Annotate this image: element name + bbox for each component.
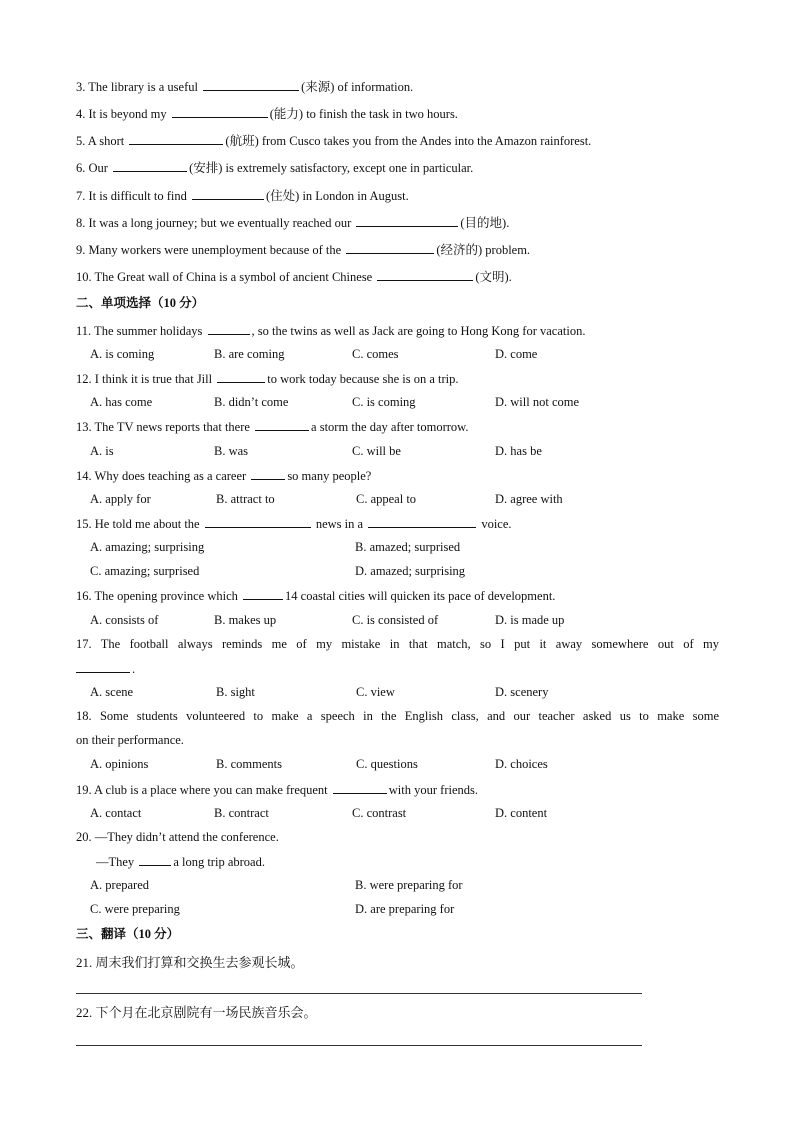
answer-blank[interactable]: [333, 781, 387, 794]
option-b[interactable]: B. makes up: [214, 613, 277, 627]
question-text: 14. Why does teaching as a career: [76, 469, 247, 483]
option-d[interactable]: D. amazed; surprising: [355, 564, 466, 578]
option-d[interactable]: D. has be: [495, 444, 542, 458]
option-b[interactable]: B. didn’t come: [214, 395, 289, 409]
option-d[interactable]: D. choices: [495, 757, 548, 771]
question-text: 15. He told me about the: [76, 517, 200, 531]
option-c[interactable]: C. amazing; surprised: [90, 564, 200, 578]
answer-blank[interactable]: [346, 241, 434, 254]
question-text: (住处) in London in August.: [266, 189, 409, 203]
question-10: [76, 268, 512, 285]
option-b[interactable]: B. are coming: [214, 347, 285, 361]
question-text: 6. Our: [76, 161, 108, 175]
option-d[interactable]: D. agree with: [495, 492, 563, 506]
answer-blank[interactable]: [356, 214, 458, 227]
option-a[interactable]: A. scene: [90, 685, 134, 699]
question-text: —They: [96, 855, 135, 869]
question-14: [76, 467, 371, 484]
option-b[interactable]: B. comments: [216, 757, 282, 771]
option-c[interactable]: C. is consisted of: [352, 613, 439, 627]
option-c[interactable]: C. is coming: [352, 395, 416, 409]
option-c[interactable]: C. were preparing: [90, 902, 180, 916]
question-4: [76, 105, 458, 122]
answer-blank[interactable]: [139, 853, 171, 866]
question-text: 8. It was a long journey; but we eventually reached our: [76, 216, 352, 230]
question-text: 11. The summer holidays: [76, 324, 203, 338]
option-a[interactable]: A. apply for: [90, 492, 151, 506]
section-title: 三、翻译（10 分）: [76, 927, 180, 941]
answer-blank[interactable]: [172, 105, 268, 118]
question-15: [76, 515, 512, 532]
answer-blank[interactable]: [113, 159, 187, 172]
option-a[interactable]: A. amazing; surprising: [90, 540, 205, 554]
option-a[interactable]: A. opinions: [90, 757, 149, 771]
question-text: a long trip abroad.: [173, 855, 265, 869]
question-3: [76, 78, 413, 95]
option-d[interactable]: D. come: [495, 347, 538, 361]
option-b[interactable]: B. was: [214, 444, 249, 458]
answer-blank[interactable]: [377, 268, 473, 281]
option-c[interactable]: C. view: [356, 685, 395, 699]
question-text: (文明).: [475, 270, 512, 284]
question-text: 13. The TV news reports that there: [76, 420, 250, 434]
question-7: [76, 187, 409, 204]
question-text: news in a: [315, 517, 364, 531]
option-c[interactable]: C. questions: [356, 757, 418, 771]
option-a[interactable]: A. prepared: [90, 878, 149, 892]
answer-blank[interactable]: [205, 515, 311, 528]
question-text: 3. The library is a useful: [76, 80, 198, 94]
option-c[interactable]: C. will be: [352, 444, 401, 458]
option-d[interactable]: D. is made up: [495, 613, 565, 627]
option-b[interactable]: B. were preparing for: [355, 878, 463, 892]
option-a[interactable]: A. is: [90, 444, 114, 458]
question-text: a storm the day after tomorrow.: [311, 420, 469, 434]
option-c[interactable]: C. contrast: [352, 806, 407, 820]
option-c[interactable]: C. comes: [352, 347, 399, 361]
question-text: 5. A short: [76, 134, 125, 148]
question-text: (来源) of information.: [301, 80, 414, 94]
answer-line[interactable]: [76, 993, 642, 994]
option-d[interactable]: D. content: [495, 806, 548, 820]
question-12: [76, 370, 459, 387]
answer-blank[interactable]: [129, 132, 223, 145]
question-text: to work today because she is on a trip.: [267, 372, 459, 386]
question-text: with your friends.: [388, 783, 479, 797]
question-text: (能力) to finish the task in two hours.: [269, 107, 458, 121]
question-20-cont: [96, 853, 265, 870]
question-20: 20. —They didn’t attend the conference.: [76, 830, 279, 844]
question-text: 9. Many workers were unemployment because of the: [76, 243, 342, 257]
answer-blank[interactable]: [203, 78, 299, 91]
question-text: (航班) from Cusco takes you from the Andes into the Amazon rainforest.: [225, 134, 592, 148]
question-17: 17. The football always reminds me of my mistake in that match, so I put it away somewhere out of my: [76, 637, 719, 651]
question-22: 22. 下个月在北京剧院有一场民族音乐会。: [76, 1005, 317, 1020]
answer-blank[interactable]: [368, 515, 476, 528]
question-9: [76, 241, 530, 258]
question-text: .: [132, 662, 136, 676]
question-5: [76, 132, 591, 149]
question-11: [76, 322, 585, 339]
option-a[interactable]: A. consists of: [90, 613, 159, 627]
question-text: so many people?: [287, 469, 372, 483]
question-21: 21. 周末我们打算和交换生去参观长城。: [76, 955, 304, 970]
answer-blank[interactable]: [76, 660, 130, 673]
option-b[interactable]: B. attract to: [216, 492, 275, 506]
answer-line[interactable]: [76, 1045, 642, 1046]
question-text: (目的地).: [460, 216, 510, 230]
answer-blank[interactable]: [255, 418, 309, 431]
question-text: (经济的) problem.: [436, 243, 531, 257]
question-6: [76, 159, 473, 176]
option-d[interactable]: D. will not come: [495, 395, 580, 409]
option-a[interactable]: A. has come: [90, 395, 153, 409]
answer-blank[interactable]: [243, 587, 283, 600]
question-text: 16. The opening province which: [76, 589, 238, 603]
question-text: 7. It is difficult to find: [76, 189, 187, 203]
question-text: 12. I think it is true that Jill: [76, 372, 213, 386]
answer-blank[interactable]: [217, 370, 265, 383]
question-13: [76, 418, 469, 435]
option-b[interactable]: B. sight: [216, 685, 255, 699]
question-text: 19. A club is a place where you can make frequent: [76, 783, 328, 797]
option-c[interactable]: C. appeal to: [356, 492, 417, 506]
question-text: 10. The Great wall of China is a symbol of ancient Chinese: [76, 270, 373, 284]
question-19: [76, 781, 478, 798]
question-text: 14 coastal cities will quicken its pace of development.: [285, 589, 556, 603]
question-text: voice.: [481, 517, 512, 531]
section-title: 二、单项选择（10 分）: [76, 296, 205, 310]
question-17-cont: [76, 660, 135, 677]
option-a[interactable]: A. is coming: [90, 347, 155, 361]
question-8: [76, 214, 509, 231]
question-18-cont: on their performance.: [76, 733, 184, 747]
option-a[interactable]: A. contact: [90, 806, 142, 820]
option-d[interactable]: D. scenery: [495, 685, 549, 699]
answer-blank[interactable]: [192, 187, 264, 200]
answer-blank[interactable]: [208, 322, 250, 335]
question-18: 18. Some students volunteered to make a speech in the English class, and our teacher asked us to make some: [76, 709, 719, 723]
question-16: [76, 587, 555, 604]
option-b[interactable]: B. amazed; surprised: [355, 540, 461, 554]
question-text: , so the twins as well as Jack are going to Hong Kong for vacation.: [251, 324, 586, 338]
option-d[interactable]: D. are preparing for: [355, 902, 455, 916]
question-text: 4. It is beyond my: [76, 107, 167, 121]
answer-blank[interactable]: [251, 467, 285, 480]
question-text: (安排) is extremely satisfactory, except one in particular.: [189, 161, 474, 175]
option-b[interactable]: B. contract: [214, 806, 269, 820]
